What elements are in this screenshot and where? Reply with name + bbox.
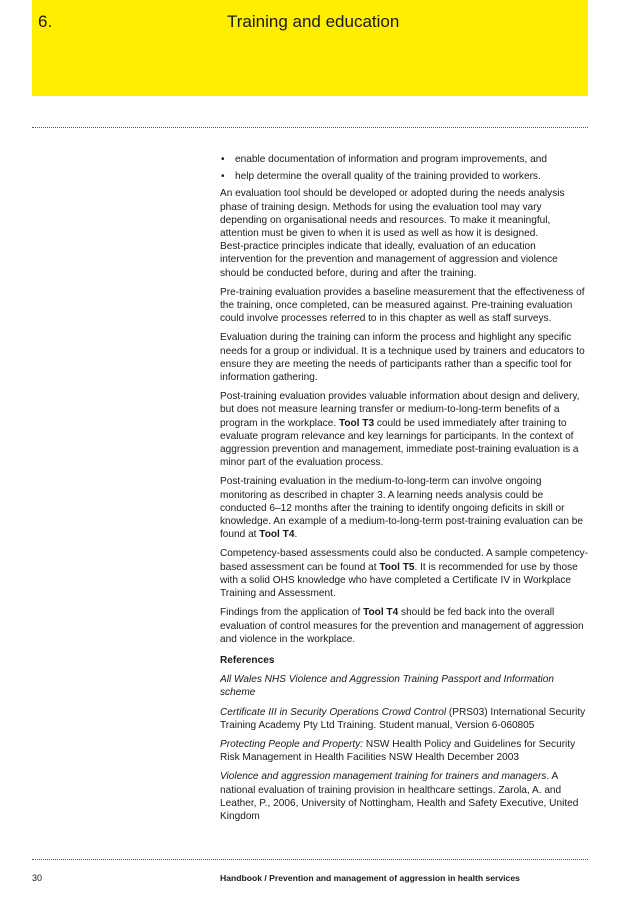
paragraph-text: Post-training evaluation provides valuable information about design and delivery, but does not measure learning transfer or medium-to-long-term benefits of a program in the workplace. [220, 391, 580, 429]
running-footer-title: Handbook / Prevention and management of aggression in health services [220, 873, 520, 883]
reference-title: Violence and aggression management training for trainers and managers [220, 771, 547, 783]
reference-item [220, 738, 590, 764]
tool-reference: Tool T5 [379, 561, 415, 573]
body-text [220, 153, 590, 829]
reference-title: Protecting People and Property: [220, 738, 364, 750]
bullet-icon: • [221, 171, 225, 183]
paragraph [220, 475, 590, 541]
paragraph-text: . [294, 529, 298, 541]
chapter-title: Training and education [227, 12, 400, 31]
paragraph-text: Post-training evaluation in the medium-to-long-term can involve ongoing monitoring as described in chapter 3. A learning needs analysis could be conducted 6–12 months after the training to identify ongoing deficits in skill or knowledge. An example of a medium-to-long-term post-training evaluation can be found at [220, 476, 584, 541]
reference-details: NSW Health Policy and Guidelines for Security Risk Management in Health Facilities NSW Health December 2003 [220, 738, 576, 764]
page-number: 30 [32, 873, 43, 883]
chapter-number: 6. [38, 12, 53, 31]
paragraph: Evaluation during the training can inform the process and highlight any specific needs for a group or individual. It is a technique used by trainers and educators to ensure they are meeting the needs of participants rather than a specific tool for information gathering. [220, 332, 585, 384]
paragraph: Pre-training evaluation provides a baseline measurement that the effectiveness of the training, once completed, can be measured against. Pre-training evaluation could involve processes referred to in this chapter as well as staff surveys. [220, 286, 585, 325]
chapter-header-band [32, 0, 588, 96]
paragraph [220, 547, 590, 600]
reference-item [220, 706, 590, 732]
paragraph-text: could be used immediately after training to evaluate program relevance and key learnings for participants. In the context of aggression prevention and management, immediate post-training evaluation is a minor part of the evaluation process. [220, 417, 579, 469]
tool-reference: Tool T4 [259, 529, 295, 541]
paragraph: An evaluation tool should be developed or adopted during the needs analysis phase of training design. Methods for using the evaluation tool may vary depending on organisational needs and resources. To make it meaningful, attention must be given to when it is used as well as how it is designed. [220, 188, 565, 240]
reference-title: Certificate III in Security Operations Crowd Control [220, 706, 447, 718]
list-item [220, 170, 590, 183]
paragraph-text: . It is recommended for use by those with a solid OHS knowledge who have completed a Certificate IV in Workplace Training and Assessment. [220, 561, 578, 600]
paragraph-text: should be fed back into the overall evaluation of control measures for the prevention and management of aggression and violence in the workplace. [220, 607, 584, 645]
reference-item [220, 770, 590, 823]
tool-reference: Tool T4 [363, 607, 399, 619]
reference-item [220, 673, 590, 699]
paragraph [220, 606, 590, 646]
tool-reference: Tool T3 [338, 417, 375, 429]
bottom-divider [32, 859, 588, 860]
reference-details: (PRS03) International Security Training Academy Pty Ltd Training. Student manual, Version 6-060805 [220, 706, 586, 731]
bullet-icon: • [221, 154, 225, 165]
paragraph [220, 390, 590, 469]
reference-title: All Wales NHS Violence and Aggression Training Passport and Information scheme [220, 674, 555, 699]
list-item [220, 153, 590, 166]
bullet-text: help determine the overall quality of the training provided to workers. [235, 171, 541, 183]
bullet-text: enable documentation of information and program improvements, and [235, 154, 547, 165]
reference-details: . A national evaluation of training provision in healthcare settings. Zarola, A. and Leather, P., 2006, University of Nottingham, Health and Safety Executive, United Kingdom [220, 771, 579, 822]
paragraph-text: Findings from the application of [220, 607, 364, 619]
references-heading: References [220, 654, 275, 666]
paragraph-text: Competency-based assessments could also be conducted. A sample competency-based assessment can be found at [220, 548, 589, 573]
top-divider [32, 127, 588, 128]
paragraph: Best-practice principles indicate that ideally, evaluation of an education intervention for the prevention and management of aggression and violence should be conducted before, during and after the training. [220, 241, 558, 279]
